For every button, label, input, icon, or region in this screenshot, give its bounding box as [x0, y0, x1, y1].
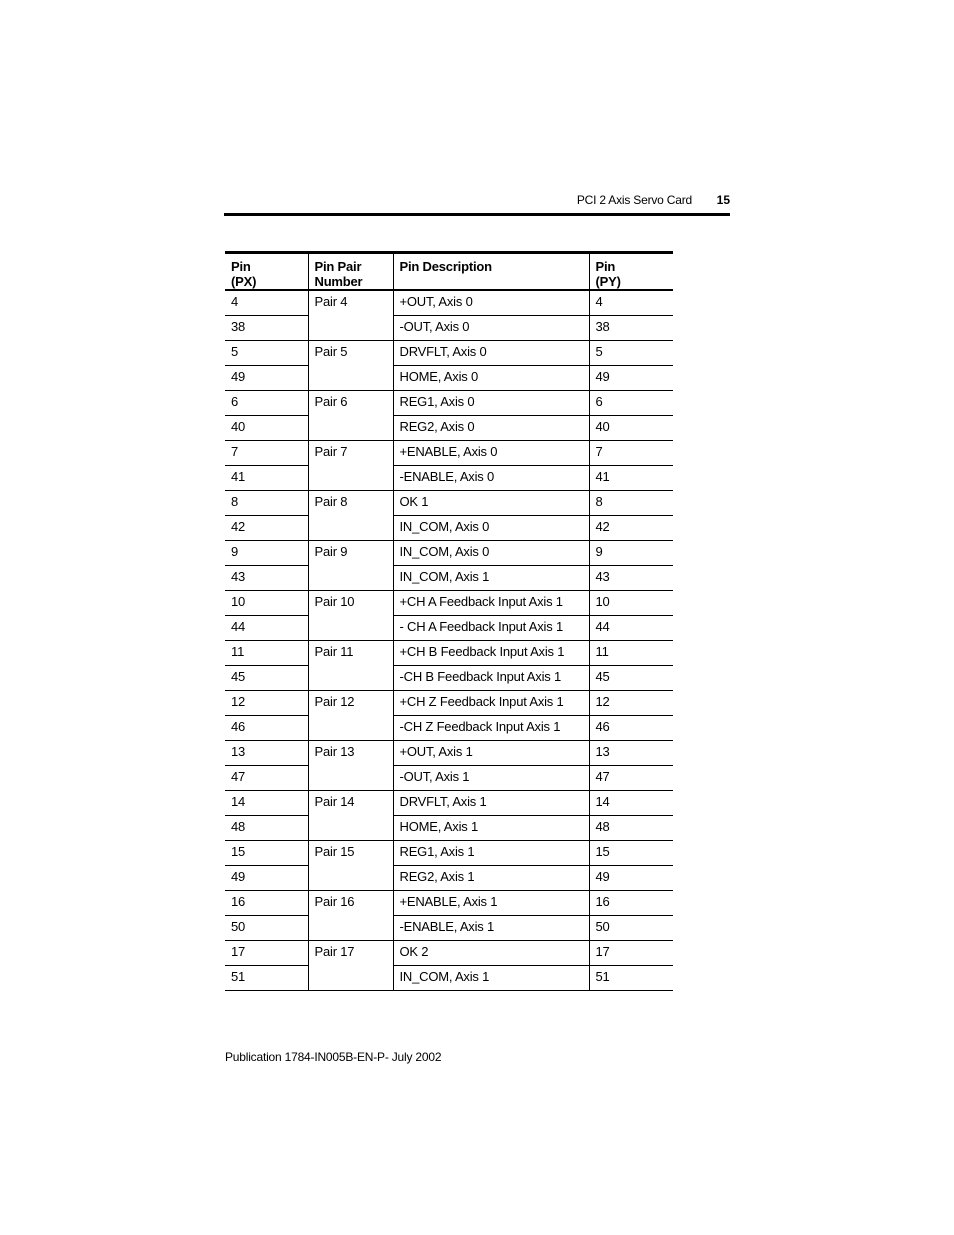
header-pin-pair — [308, 253, 393, 291]
table-row — [225, 965, 673, 990]
pin-py-cell: 11 — [589, 640, 673, 665]
pin-pair-cell-empty — [308, 315, 393, 340]
table-row — [225, 415, 673, 440]
pin-pair-cell-empty — [308, 465, 393, 490]
pin-px-cell: 47 — [225, 765, 308, 790]
header-pin-pair-line2: Number — [314, 274, 363, 289]
pin-table-body — [225, 290, 673, 990]
table-row — [225, 490, 673, 515]
pin-pair-cell-empty — [308, 965, 393, 990]
table-row — [225, 840, 673, 865]
pin-pair-cell-empty — [308, 515, 393, 540]
pin-pair-cell-empty — [308, 915, 393, 940]
header-pin-description-label: Pin Description — [399, 259, 492, 274]
pin-description-cell: REG1, Axis 0 — [393, 390, 589, 415]
header-pin-description — [393, 253, 589, 291]
pin-py-cell: 50 — [589, 915, 673, 940]
pin-description-cell: REG2, Axis 1 — [393, 865, 589, 890]
pin-px-cell: 7 — [225, 440, 308, 465]
pin-pair-cell: Pair 10 — [308, 590, 393, 615]
pin-py-cell: 12 — [589, 690, 673, 715]
pin-py-cell: 42 — [589, 515, 673, 540]
pin-px-cell: 43 — [225, 565, 308, 590]
header-pin-px-line1: Pin — [231, 259, 251, 274]
pin-description-cell: DRVFLT, Axis 0 — [393, 340, 589, 365]
pin-py-cell: 13 — [589, 740, 673, 765]
pin-py-cell: 44 — [589, 615, 673, 640]
pin-pair-cell: Pair 13 — [308, 740, 393, 765]
pin-px-cell: 49 — [225, 865, 308, 890]
pin-pair-cell: Pair 9 — [308, 540, 393, 565]
table-row — [225, 815, 673, 840]
pin-description-cell: +ENABLE, Axis 0 — [393, 440, 589, 465]
pin-description-cell: -OUT, Axis 0 — [393, 315, 589, 340]
header-pin-px — [225, 253, 308, 291]
table-row — [225, 365, 673, 390]
publication-footer: Publication 1784-IN005B-EN-P- July 2002 — [225, 1050, 442, 1064]
table-row — [225, 890, 673, 915]
pin-px-cell: 9 — [225, 540, 308, 565]
pin-px-cell: 41 — [225, 465, 308, 490]
pin-py-cell: 49 — [589, 865, 673, 890]
pin-py-cell: 40 — [589, 415, 673, 440]
pin-pair-cell-empty — [308, 665, 393, 690]
table-row — [225, 390, 673, 415]
table-row — [225, 915, 673, 940]
pin-py-cell: 49 — [589, 365, 673, 390]
pin-pair-cell: Pair 15 — [308, 840, 393, 865]
pin-py-cell: 45 — [589, 665, 673, 690]
pin-py-cell: 15 — [589, 840, 673, 865]
pin-description-cell: -CH B Feedback Input Axis 1 — [393, 665, 589, 690]
header-pin-pair-line1: Pin Pair — [314, 259, 362, 274]
pin-description-cell: +ENABLE, Axis 1 — [393, 890, 589, 915]
table-row — [225, 315, 673, 340]
header-row — [225, 253, 673, 291]
pin-pair-cell-empty — [308, 765, 393, 790]
pin-pair-cell: Pair 16 — [308, 890, 393, 915]
pin-pair-cell: Pair 12 — [308, 690, 393, 715]
pin-px-cell: 45 — [225, 665, 308, 690]
pin-description-cell: - CH A Feedback Input Axis 1 — [393, 615, 589, 640]
pin-px-cell: 10 — [225, 590, 308, 615]
pin-px-cell: 12 — [225, 690, 308, 715]
table-row — [225, 740, 673, 765]
page-number: 15 — [716, 193, 730, 207]
pin-py-cell: 41 — [589, 465, 673, 490]
pin-px-cell: 40 — [225, 415, 308, 440]
pin-pair-cell-empty — [308, 815, 393, 840]
table-row — [225, 515, 673, 540]
pin-table — [225, 251, 673, 991]
table-row — [225, 615, 673, 640]
pin-px-cell: 5 — [225, 340, 308, 365]
pin-description-cell: +CH Z Feedback Input Axis 1 — [393, 690, 589, 715]
pin-description-cell: IN_COM, Axis 1 — [393, 565, 589, 590]
header-title: PCI 2 Axis Servo Card — [576, 193, 692, 207]
pin-py-cell: 5 — [589, 340, 673, 365]
pin-pair-cell-empty — [308, 365, 393, 390]
pin-description-cell: HOME, Axis 0 — [393, 365, 589, 390]
table-row — [225, 465, 673, 490]
pin-description-cell: +OUT, Axis 1 — [393, 740, 589, 765]
table-row — [225, 665, 673, 690]
pin-py-cell: 38 — [589, 315, 673, 340]
pin-py-cell: 14 — [589, 790, 673, 815]
header-rule — [224, 213, 730, 216]
pin-description-cell: IN_COM, Axis 0 — [393, 515, 589, 540]
table-row — [225, 440, 673, 465]
pin-pair-cell: Pair 17 — [308, 940, 393, 965]
table-row — [225, 590, 673, 615]
table-row — [225, 565, 673, 590]
pin-px-cell: 50 — [225, 915, 308, 940]
pin-py-cell: 10 — [589, 590, 673, 615]
pin-description-cell: IN_COM, Axis 0 — [393, 540, 589, 565]
header-pin-py — [589, 253, 673, 291]
pin-px-cell: 51 — [225, 965, 308, 990]
pin-description-cell: -ENABLE, Axis 1 — [393, 915, 589, 940]
pin-px-cell: 14 — [225, 790, 308, 815]
pin-py-cell: 9 — [589, 540, 673, 565]
pin-px-cell: 8 — [225, 490, 308, 515]
pin-py-cell: 6 — [589, 390, 673, 415]
pin-py-cell: 17 — [589, 940, 673, 965]
pin-py-cell: 46 — [589, 715, 673, 740]
pin-description-cell: IN_COM, Axis 1 — [393, 965, 589, 990]
pin-pair-cell-empty — [308, 615, 393, 640]
header-pin-py-line1: Pin — [595, 259, 616, 274]
pin-py-cell: 51 — [589, 965, 673, 990]
pin-description-cell: +CH A Feedback Input Axis 1 — [393, 590, 589, 615]
pin-pair-cell: Pair 5 — [308, 340, 393, 365]
pin-px-cell: 46 — [225, 715, 308, 740]
pin-px-cell: 15 — [225, 840, 308, 865]
pin-description-cell: DRVFLT, Axis 1 — [393, 790, 589, 815]
pin-description-cell: REG1, Axis 1 — [393, 840, 589, 865]
pin-px-cell: 17 — [225, 940, 308, 965]
pin-px-cell: 38 — [225, 315, 308, 340]
pin-py-cell: 48 — [589, 815, 673, 840]
pin-px-cell: 42 — [225, 515, 308, 540]
header-pin-px-line2: (PX) — [231, 274, 257, 289]
table-row — [225, 790, 673, 815]
pin-py-cell: 16 — [589, 890, 673, 915]
pin-px-cell: 16 — [225, 890, 308, 915]
pin-px-cell: 48 — [225, 815, 308, 840]
pin-pair-cell: Pair 11 — [308, 640, 393, 665]
pin-description-cell: OK 2 — [393, 940, 589, 965]
pin-description-cell: OK 1 — [393, 490, 589, 515]
pin-description-cell: HOME, Axis 1 — [393, 815, 589, 840]
pin-px-cell: 49 — [225, 365, 308, 390]
pin-pair-cell: Pair 14 — [308, 790, 393, 815]
pin-px-cell: 44 — [225, 615, 308, 640]
pin-pair-cell: Pair 4 — [308, 290, 393, 315]
pin-py-cell: 43 — [589, 565, 673, 590]
table-row — [225, 340, 673, 365]
table-row — [225, 765, 673, 790]
pin-description-cell: +OUT, Axis 0 — [393, 290, 589, 315]
pin-pair-cell-empty — [308, 415, 393, 440]
page-header — [224, 189, 730, 211]
pin-description-cell: -ENABLE, Axis 0 — [393, 465, 589, 490]
pin-py-cell: 4 — [589, 290, 673, 315]
pin-pair-cell: Pair 6 — [308, 390, 393, 415]
pin-px-cell: 4 — [225, 290, 308, 315]
pin-pair-cell-empty — [308, 715, 393, 740]
pin-py-cell: 8 — [589, 490, 673, 515]
pin-pair-cell: Pair 8 — [308, 490, 393, 515]
pin-px-cell: 6 — [225, 390, 308, 415]
pin-py-cell: 7 — [589, 440, 673, 465]
table-row — [225, 690, 673, 715]
pin-description-cell: -OUT, Axis 1 — [393, 765, 589, 790]
pin-pair-cell-empty — [308, 565, 393, 590]
table-row — [225, 640, 673, 665]
pin-px-cell: 11 — [225, 640, 308, 665]
pin-px-cell: 13 — [225, 740, 308, 765]
pin-description-cell: -CH Z Feedback Input Axis 1 — [393, 715, 589, 740]
pin-py-cell: 47 — [589, 765, 673, 790]
table-row — [225, 290, 673, 315]
pin-table-header — [225, 253, 673, 291]
pin-pair-cell-empty — [308, 865, 393, 890]
table-row — [225, 540, 673, 565]
table-row — [225, 940, 673, 965]
pin-description-cell: REG2, Axis 0 — [393, 415, 589, 440]
pin-pair-cell: Pair 7 — [308, 440, 393, 465]
pin-description-cell: +CH B Feedback Input Axis 1 — [393, 640, 589, 665]
table-row — [225, 715, 673, 740]
table-row — [225, 865, 673, 890]
header-pin-py-line2: (PY) — [595, 274, 621, 289]
